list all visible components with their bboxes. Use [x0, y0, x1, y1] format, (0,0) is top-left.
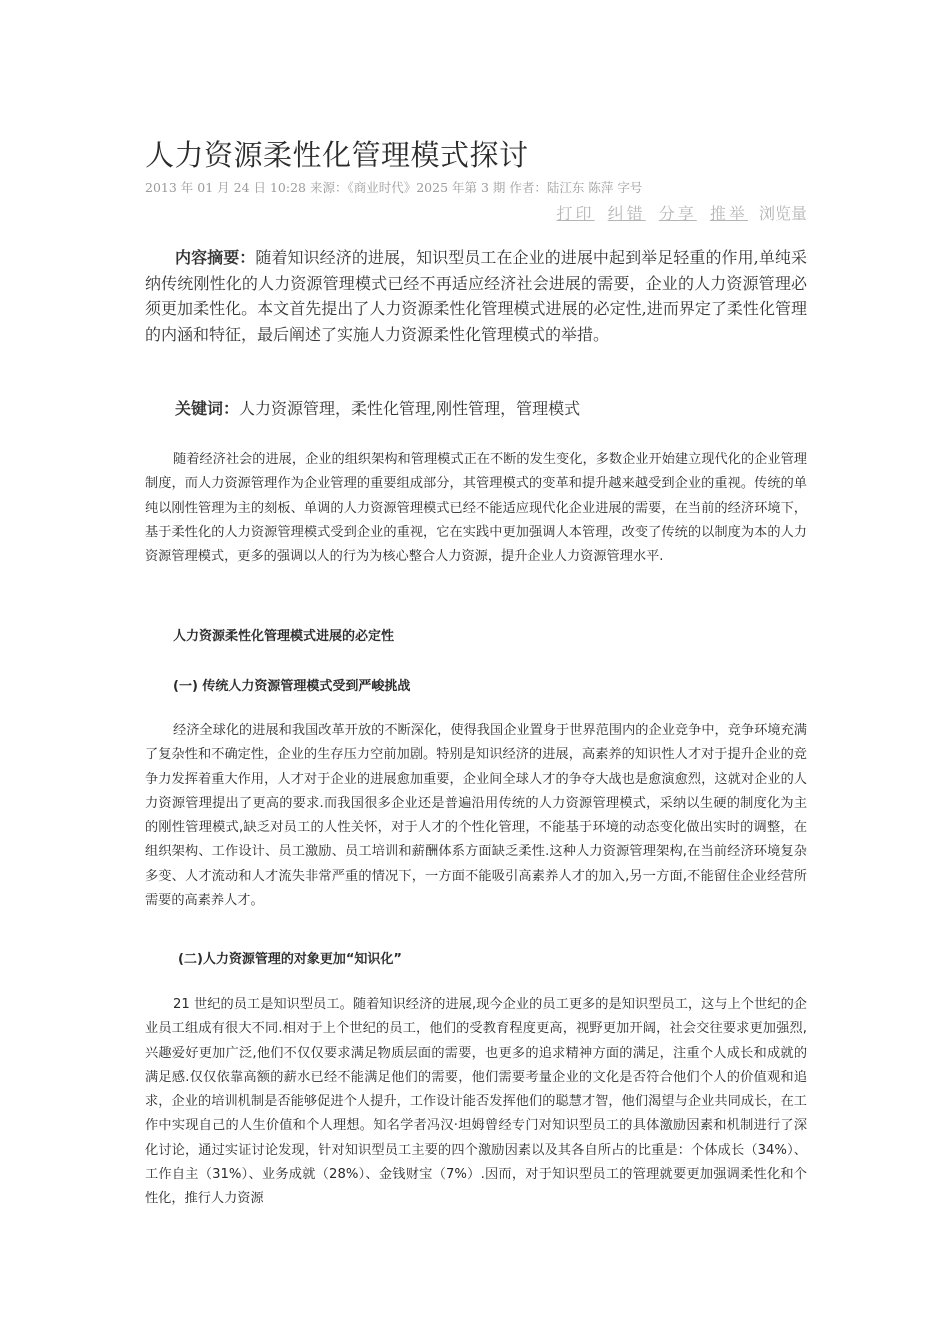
article-title: 人力资源柔性化管理模式探讨 — [145, 138, 529, 172]
section-heading: 人力资源柔性化管理模式进展的必定性 — [173, 629, 395, 644]
subsection-2-paragraph: 21 世纪的员工是知识型员工。随着知识经济的进展,现今企业的员工更多的是知识型员工，这与上个世纪的企业员工组成有很大不同.相对于上个世纪的员工，他们的受教育程度更高，视野更加开阔，社会交往要求更加强烈,兴趣爱好更加广泛,他们不仅仅要求满足物质层面的需要，也更多的追求精神方面的满足，注重个人成长和成就的满足感.仅仅依靠高额的薪水已经不能满足他们的需要，他们需要考量企业的文化是否符合他们个人的价值观和追求，企业的培训机制是否能够促进个人提升，工作设计能否发挥他们的聪慧才智，他们渴望与企业共同成长，在工作中实现自己的人生价值和个人理想。知名学者冯汉·坦姆曾经专门对知识型员工的具体激励因素和机制进行了深化讨论，通过实证讨论发现，针对知识型员工主要的四个激励因素以及其各自所占的比重是：个体成长（34%）、工作自主（31%）、业务成就（28%）、金钱财宝（7%）.因而，对于知识型员工的管理就要更加强调柔性化和个性化，推行人力资源 — [145, 997, 807, 1207]
subsection-1-paragraph: 经济全球化的进展和我国改革开放的不断深化，使得我国企业置身于世界范围内的企业竞争中，竞争环境充满了复杂性和不确定性，企业的生存压力空前加剧。特别是知识经济的进展，高素养的知识性人才对于提升企业的竞争力发挥着重大作用，人才对于企业的进展愈加重要，企业间全球人才的争夺大战也是愈演愈烈，这就对企业的人力资源管理提出了更高的要求.而我国很多企业还是普遍沿用传统的人力资源管理模式，采纳以生硬的制度化为主的刚性管理模式,缺乏对员工的人性关怀，对于人才的个性化管理，不能基于环境的动态变化做出实时的调整，在组织架构、工作设计、员工激励、员工培训和薪酬体系方面缺乏柔性.这种人力资源管理架构,在当前经济环境复杂多变、人才流动和人才流失非常严重的情况下，一方面不能吸引高素养人才的加入,另一方面,不能留住企业经营所需要的高素养人才。 — [145, 723, 807, 909]
recommend-link[interactable]: 推举 — [709, 204, 748, 223]
article-actions — [549, 201, 807, 224]
article-meta: 2013 年 01 月 24 日 10:28 来源：《商业时代》2025 年第 3 期 作者：陆江东 陈萍 字号 — [145, 180, 643, 195]
subsection-heading-1: (一) 传统人力资源管理模式受到严峻挑战 — [173, 679, 411, 694]
abstract-label: 内容摘要： — [175, 248, 256, 267]
subsection-heading-2: (二)人力资源管理的对象更加“知识化” — [178, 952, 402, 967]
abstract-text: 随着知识经济的进展，知识型员工在企业的进展中起到举足轻重的作用,单纯采纳传统刚性化的人力资源管理模式已经不再适应经济社会进展的需要，企业的人力资源管理必须更加柔性化。本文首先提出了人力资源柔性化管理模式进展的必定性,进而界定了柔性化管理的内涵和特征，最后阐述了实施人力资源柔性化管理模式的举措。 — [145, 248, 807, 344]
print-link[interactable]: 打印 — [556, 204, 595, 223]
correct-link[interactable]: 纠错 — [607, 204, 646, 223]
share-link[interactable]: 分享 — [658, 204, 697, 223]
intro-paragraph: 随着经济社会的进展，企业的组织架构和管理模式正在不断的发生变化，多数企业开始建立现代化的企业管理制度，而人力资源管理作为企业管理的重要组成部分，其管理模式的变革和提升越来越受到企业的重视。传统的单纯以刚性管理为主的刻板、单调的人力资源管理模式已经不能适应现代化企业进展的需要，在当前的经济环境下，基于柔性化的人力资源管理模式受到企业的重视，它在实践中更加强调人本管理，改变了传统的以制度为本的人力资源管理模式，更多的强调以人的行为为核心整合人力资源，提升企业人力资源管理水平. — [145, 452, 807, 565]
keywords-text: 人力资源管理，柔性化管理,刚性管理，管理模式 — [239, 399, 581, 418]
views-label: 浏览量 — [758, 204, 807, 223]
keywords-label: 关键词： — [175, 399, 240, 418]
abstract — [145, 245, 807, 347]
keywords — [145, 396, 807, 419]
